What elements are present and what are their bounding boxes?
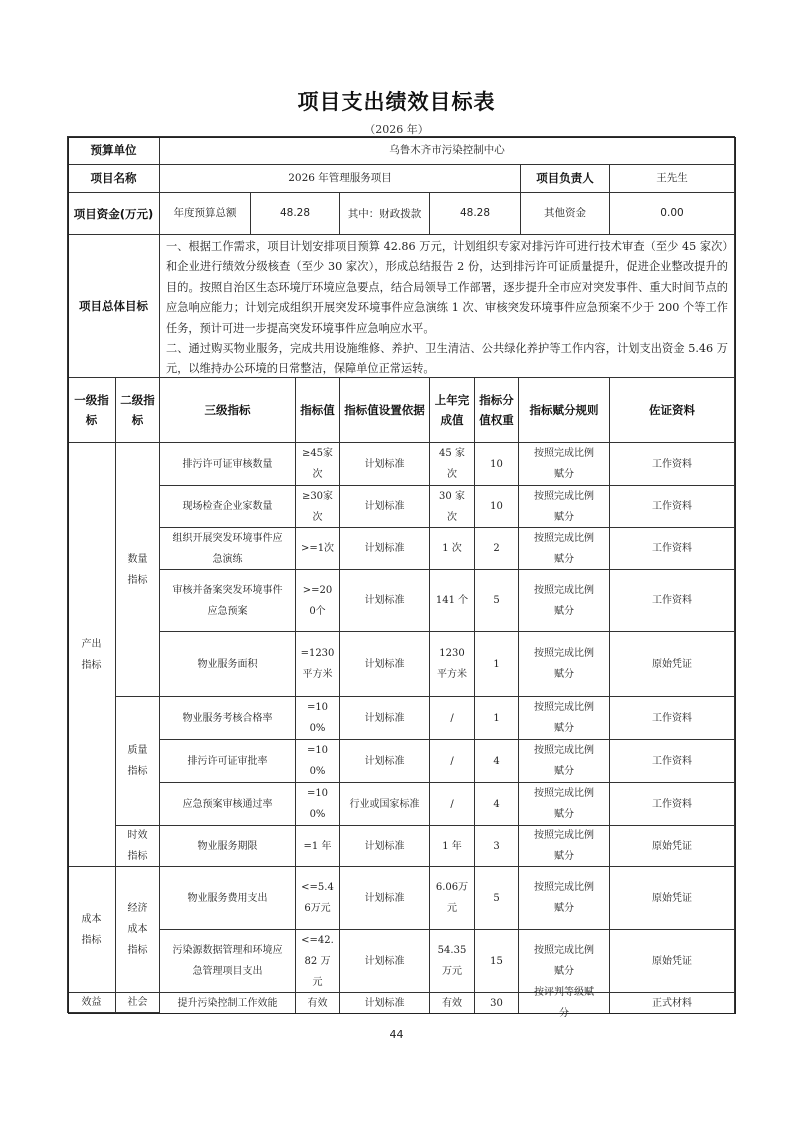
- cell-rule: 按照完成比例赋分: [518, 696, 610, 740]
- project-name-value: 2026 年管理服务项目: [159, 164, 521, 193]
- group-quality: 质量指标: [115, 696, 160, 826]
- cell-last: 6.06万元: [429, 866, 475, 930]
- document-title: 项目支出绩效目标表: [297, 90, 496, 114]
- cell-basis: 计划标准: [339, 527, 430, 570]
- other-funds-label: 其他资金: [520, 192, 610, 235]
- cell-weight: 15: [474, 929, 519, 993]
- cell-evidence: 工作资料: [609, 696, 735, 740]
- cell-weight: 4: [474, 782, 519, 826]
- header-level3: 三级指标: [159, 377, 296, 443]
- cell-last: 45 家次: [429, 442, 475, 486]
- cell-rule: 按照完成比例赋分: [518, 569, 610, 632]
- cell-last: 141 个: [429, 569, 475, 632]
- cell-rule: 按照完成比例赋分: [518, 527, 610, 570]
- cell-basis: 计划标准: [339, 696, 430, 740]
- header-weight: 指标分值权重: [474, 377, 519, 443]
- cell-weight: 4: [474, 739, 519, 783]
- cell-name: 提升污染控制工作效能: [159, 992, 296, 1014]
- cell-rule: 按照完成比例赋分: [518, 485, 610, 528]
- objective-paragraph-1: 一、根据工作需求，项目计划安排项目预算 42.86 万元，计划组织专家对排污许可进行技术审查（至少 45 家次）和企业进行绩效分级核查（至少 30 家次），形成总结报告 2 份，达到排污许可证质量提升，促进企业整改提升的目的。按照自治区生态环境厅环境应急要点，结合局领导工作部署，逐步提升全市应对突发事件、重大时间节点的应急响应能力；计划完成组织开展突发环境事件应急演练 1 次、审核突发环境事件应急预案不少于 200 个等工作任务，预计可进一步提高突发环境事件应急响应水平。: [166, 240, 728, 335]
- cell-name: 应急预案审核通过率: [159, 782, 296, 826]
- fiscal-funds-value: 48.28: [429, 192, 521, 235]
- cell-rule: 按照完成比例赋分: [518, 929, 610, 993]
- other-funds-value: 0.00: [609, 192, 735, 235]
- header-value: 指标值: [295, 377, 340, 443]
- cell-evidence: 原始凭证: [609, 866, 735, 930]
- cell-name: 排污许可证审批率: [159, 739, 296, 783]
- group-output: 产出指标: [67, 442, 116, 867]
- cell-value: =100%: [295, 696, 340, 740]
- cell-basis: 计划标准: [339, 631, 430, 697]
- cell-weight: 5: [474, 569, 519, 632]
- project-leader-label: 项目负责人: [520, 164, 610, 193]
- cell-evidence: 工作资料: [609, 739, 735, 783]
- cell-last: /: [429, 696, 475, 740]
- cell-name: 组织开展突发环境事件应急演练: [159, 527, 296, 570]
- cell-weight: 2: [474, 527, 519, 570]
- cell-evidence: 工作资料: [609, 782, 735, 826]
- cell-rule: 按照完成比例赋分: [518, 442, 610, 486]
- cell-rule: 按评判等级赋分: [518, 992, 610, 1014]
- page-number: 44: [389, 1028, 404, 1041]
- header-level2: 二级指标: [115, 377, 160, 443]
- cell-name: 审核并备案突发环境事件应急预案: [159, 569, 296, 632]
- cell-value: 有效: [295, 992, 340, 1014]
- cell-value: <=42.82 万元: [295, 929, 340, 993]
- cell-basis: 计划标准: [339, 866, 430, 930]
- cell-weight: 10: [474, 485, 519, 528]
- cell-value: =100%: [295, 782, 340, 826]
- cell-evidence: 工作资料: [609, 442, 735, 486]
- project-name-label: 项目名称: [67, 164, 160, 193]
- cell-last: /: [429, 782, 475, 826]
- budget-unit-label: 预算单位: [67, 136, 160, 165]
- cell-evidence: 工作资料: [609, 527, 735, 570]
- overall-objective-text: [159, 234, 735, 378]
- group-quantity: 数量指标: [115, 442, 160, 697]
- cell-last: /: [429, 739, 475, 783]
- cell-weight: 5: [474, 866, 519, 930]
- cell-value: ≥45家次: [295, 442, 340, 486]
- cell-evidence: 工作资料: [609, 569, 735, 632]
- cell-evidence: 原始凭证: [609, 631, 735, 697]
- fiscal-funds-label: 其中：财政拨款: [339, 192, 430, 235]
- cell-rule: 按照完成比例赋分: [518, 739, 610, 783]
- document-year: （2026 年）: [364, 123, 429, 136]
- group-social: 社会: [115, 992, 160, 1013]
- header-level1: 一级指标: [67, 377, 116, 443]
- cell-name: 现场检查企业家数量: [159, 485, 296, 528]
- header-evidence: 佐证资料: [609, 377, 735, 443]
- cell-basis: 计划标准: [339, 992, 430, 1014]
- group-benefit: 效益: [67, 992, 116, 1013]
- cell-value: >=1次: [295, 527, 340, 570]
- cell-evidence: 工作资料: [609, 485, 735, 528]
- cell-last: 54.35万元: [429, 929, 475, 993]
- cell-rule: 按照完成比例赋分: [518, 866, 610, 930]
- cell-value: =100%: [295, 739, 340, 783]
- cell-last: 1 年: [429, 825, 475, 867]
- funds-label: 项目资金(万元): [67, 192, 160, 235]
- cell-basis: 计划标准: [339, 739, 430, 783]
- cell-evidence: 正式材料: [609, 992, 735, 1014]
- cell-value: =1 年: [295, 825, 340, 867]
- cell-rule: 按照完成比例赋分: [518, 782, 610, 826]
- cell-basis: 计划标准: [339, 825, 430, 867]
- cell-value: <=5.46万元: [295, 866, 340, 930]
- cell-basis: 计划标准: [339, 929, 430, 993]
- group-cost: 成本指标: [67, 866, 116, 993]
- cell-last: 1230平方米: [429, 631, 475, 697]
- annual-budget-value: 48.28: [250, 192, 340, 235]
- project-leader-value: 王先生: [609, 164, 735, 193]
- cell-name: 排污许可证审核数量: [159, 442, 296, 486]
- cell-value: >=200个: [295, 569, 340, 632]
- cell-basis: 计划标准: [339, 485, 430, 528]
- header-last-year: 上年完成值: [429, 377, 475, 443]
- cell-basis: 计划标准: [339, 442, 430, 486]
- group-economic-cost: 经济成本指标: [115, 866, 160, 993]
- overall-objective-label: 项目总体目标: [67, 234, 160, 378]
- header-rule: 指标赋分规则: [518, 377, 610, 443]
- objective-paragraph-2: 二、通过购买物业服务，完成共用设施维修、养护、卫生清洁、公共绿化养护等工作内容，计划支出资金 5.46 万元，以维持办公环境的日常整洁，保障单位正常运转。: [166, 342, 728, 376]
- cell-evidence: 原始凭证: [609, 825, 735, 867]
- cell-evidence: 原始凭证: [609, 929, 735, 993]
- cell-value: ≥30家次: [295, 485, 340, 528]
- cell-weight: 3: [474, 825, 519, 867]
- cell-last: 30 家次: [429, 485, 475, 528]
- annual-budget-label: 年度预算总额: [159, 192, 251, 235]
- cell-rule: 按照完成比例赋分: [518, 825, 610, 867]
- cell-last: 1 次: [429, 527, 475, 570]
- budget-unit-value: 乌鲁木齐市污染控制中心: [159, 136, 735, 165]
- cell-last: 有效: [429, 992, 475, 1014]
- cell-name: 物业服务面积: [159, 631, 296, 697]
- cell-rule: 按照完成比例赋分: [518, 631, 610, 697]
- cell-name: 物业服务考核合格率: [159, 696, 296, 740]
- cell-weight: 30: [474, 992, 519, 1014]
- cell-name: 污染源数据管理和环境应急管理项目支出: [159, 929, 296, 993]
- cell-weight: 1: [474, 631, 519, 697]
- cell-weight: 1: [474, 696, 519, 740]
- cell-value: =1230平方米: [295, 631, 340, 697]
- group-timeliness: 时效指标: [115, 825, 160, 867]
- header-basis: 指标值设置依据: [339, 377, 430, 443]
- cell-basis: 计划标准: [339, 569, 430, 632]
- cell-name: 物业服务期限: [159, 825, 296, 867]
- cell-name: 物业服务费用支出: [159, 866, 296, 930]
- cell-weight: 10: [474, 442, 519, 486]
- cell-basis: 行业或国家标准: [339, 782, 430, 826]
